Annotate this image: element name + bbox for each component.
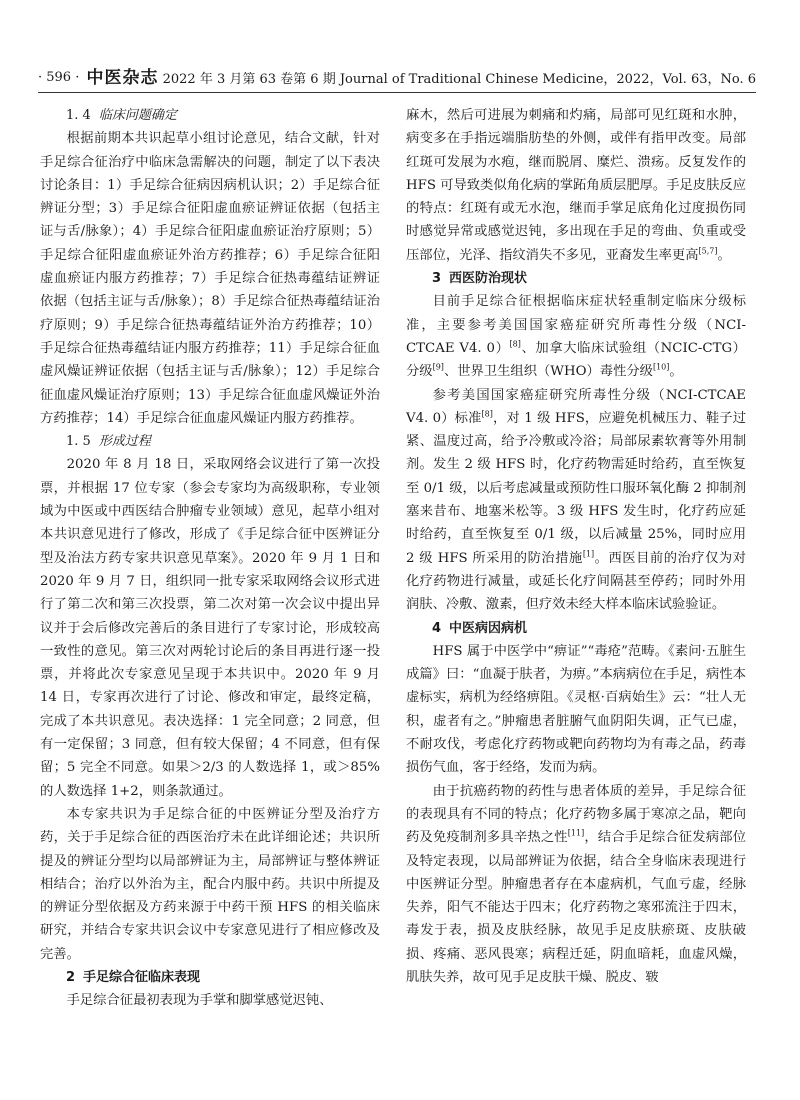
paragraph: HFS 属于中医学中“痹证”“毒疮”范畴。《素问·五脏生成篇》曰：“血凝于肤者，为痹。”本病病位在手足，病性本虚标实，病机为经络痹阻。《灵枢·百病始生》云：“壮人无积，虚者有之。”肿瘤患者脏腑气血阴阳失调，正气已虚，不耐攻伐，考虑化疗药物或靶向药物均为有毒之品，药毒损伤气血，客于经络，发而为病。 (406, 643, 746, 776)
right-column (406, 104, 746, 989)
journal-info (86, 66, 756, 92)
section-heading-1-4: 1. 4 临床问题确定 (66, 108, 177, 123)
section-heading-3: 3 西医防治现状 (432, 271, 528, 287)
citation: [8] (509, 339, 521, 349)
section-heading-4: 4 中医病因病机 (432, 620, 528, 636)
paragraph: 参考美国国家癌症研究所毒性分级（NCI-CTCAE V4. 0）标准[8]，对 1 级 HFS，应避免机械压力、鞋子过紧、温度过高，给予冷敷或冷浴；局部尿素软膏等外用制剂。发生 2 级 HFS 时，化疗药物需延时给药，直至恢复至 0/1 级，以后考虑减量或预防性口服环氧化酶 2 抑制剂塞来昔布、地塞米松等。3 级 HFS 发生时，化疗药应延时给药，直至恢复至 0/1 级，以后减量 25%，同时应用 2 级 HFS 所采用的防治措施[1]。西医目前的治疗仅为对化疗药物进行减量，或延长化疗间隔甚至停药；同时外用润肤、冷敷、激素，但疗效未经大样本临床试验验证。 (406, 387, 747, 613)
page-number: · 596 · (38, 70, 80, 85)
journal-title-cn: 中医杂志 (86, 68, 159, 88)
header-rule (38, 92, 756, 93)
paragraph: 根据前期本共识起草小组讨论意见，结合文献，针对手足综合征治疗中临床急需解决的问题，制定了以下表决讨论条目：1）手足综合征病因病机认识；2）手足综合征辨证分型；3）手足综合征阳虚血瘀证辨证依据（包括主证与舌/脉象）；4）手足综合征阳虚血瘀证治疗原则；5）手足综合征阳虚血瘀证外治方药推荐；6）手足综合征阳虚血瘀证内服方药推荐；7）手足综合征热毒蕴结证辨证依据（包括主证与舌/脉象）；8）手足综合征热毒蕴结证治疗原则；9）手足综合征热毒蕴结证外治方药推荐；10）手足综合征热毒蕴结证内服方药推荐；11）手足综合征血虚风燥证辨证依据（包括主证与舌/脉象）；12）手足综合征血虚风燥证治疗原则；13）手足综合征血虚风燥证外治方药推荐；14）手足综合征血虚风燥证内服方药推荐。 (40, 131, 380, 426)
paragraph: 2020 年 8 月 18 日，采取网络会议进行了第一次投票，并根据 17 位专家（参会专家均为高级职称，专业领域为中医或中西医结合肿瘤专业领域）意见，起草小组对本共识意见进行了修改，形成了《手足综合征中医辨证分型及治法方药专家共识意见草案》。2020 年 9 月 1 日和 2020 年 9 月 7 日，组织同一批专家采取网络会议形式进行了第二次和第三次投票，第二次对第一次会议中提出异议并于会后修改完善后的条目进行了专家讨论，形成较高一致性的意见。第三次对两轮讨论后的条目再进行逐一投票，并将此次专家意见呈现于本共识中。2020 年 9 月 14 日，专家再次进行了讨论、修改和审定，最终定稿，完成了本共识意见。表决选择：1 完全同意；2 同意，但有一定保留；3 同意，但有较大保留；4 不同意，但有保留；5 完全不同意。如果＞2/3 的人数选择 1，或＞85% 的人数选择 1+2，则条款通过。 (40, 457, 380, 799)
citation: [10] (652, 362, 670, 372)
issue-info: 2022 年 3 月第 63 卷第 6 期 Journal of Traditional Chinese Medicine，2022，Vol. 63，No. 6 (162, 72, 756, 87)
paragraph: 由于抗癌药物的药性与患者体质的差异，手足综合征的表现具有不同的特点；化疗药物多属于寒凉之品，靶向药及免疫制剂多具辛热之性[11]，结合手足综合征发病部位及特定表现，以局部辨证为依据，结合全身临床表现进行中医辨证分型。肿瘤患者存在本虚病机，气血亏虚，经脉失养，阳气不能达于四末；化疗药物之寒邪流注于四末，毒发于表，损及皮肤经脉，故见手足皮肤瘀斑、皮肤破损、疼痛、恶风畏寒；病程迁延，阴血暗耗，血虚风燥，肌肤失养，故可见手足皮肤干燥、脱皮、皲 (406, 783, 747, 985)
paragraph: 手足综合征最初表现为手掌和脚掌感觉迟钝、 (66, 993, 333, 1009)
running-header (38, 66, 756, 90)
citation: [9] (432, 362, 444, 372)
citation: [11] (567, 828, 585, 838)
paragraph: 本专家共识为手足综合征的中医辨证分型及治疗方药，关于手足综合征的西医治疗未在此详细论述；共识所提及的辨证分型均以局部辨证为主，局部辨证与整体辨证相结合；治疗以外治为主，配合内服中药。共识中所提及的辨证分型依据及方药来源于中药干预 HFS 的相关临床研究，并结合专家共识会议中专家意见进行了相应修改及完善。 (40, 806, 380, 962)
section-heading-1-5: 1. 5 形成过程 (66, 434, 151, 450)
paragraph: 目前手足综合征根据临床症状轻重制定临床分级标准，主要参考美国国家癌症研究所毒性分级（NCI-CTCAE V4. 0）[8]、加拿大临床试验组（NCIC-CTG）分级[9]、世界卫生组织（WHO）毒性分级[10]。 (406, 294, 746, 380)
citation: [5,7] (698, 246, 718, 256)
left-column (40, 104, 380, 1013)
citation: [1] (582, 549, 595, 559)
paragraph-continued: 麻木，然后可进展为刺痛和灼痛，局部可见红斑和水肿，病变多在手指远端脂肪垫的外侧，或伴有指甲改变。局部红斑可发展为水疱，继而脱屑、糜烂、溃疡。反复发作的 HFS 可导致类似角化病的掌跖角质层肥厚。手足皮肤反应的特点：红斑有或无水泡，继而手掌足底角化过度损伤同时感觉异常或感觉迟钝，多出现在手足的弯曲、负重或受压部位，光泽、指纹消失不多见，亚裔发生率更高[5,7]。 (406, 108, 746, 263)
citation: [8] (481, 409, 493, 419)
section-heading-2: 2 手足综合征临床表现 (66, 969, 201, 985)
